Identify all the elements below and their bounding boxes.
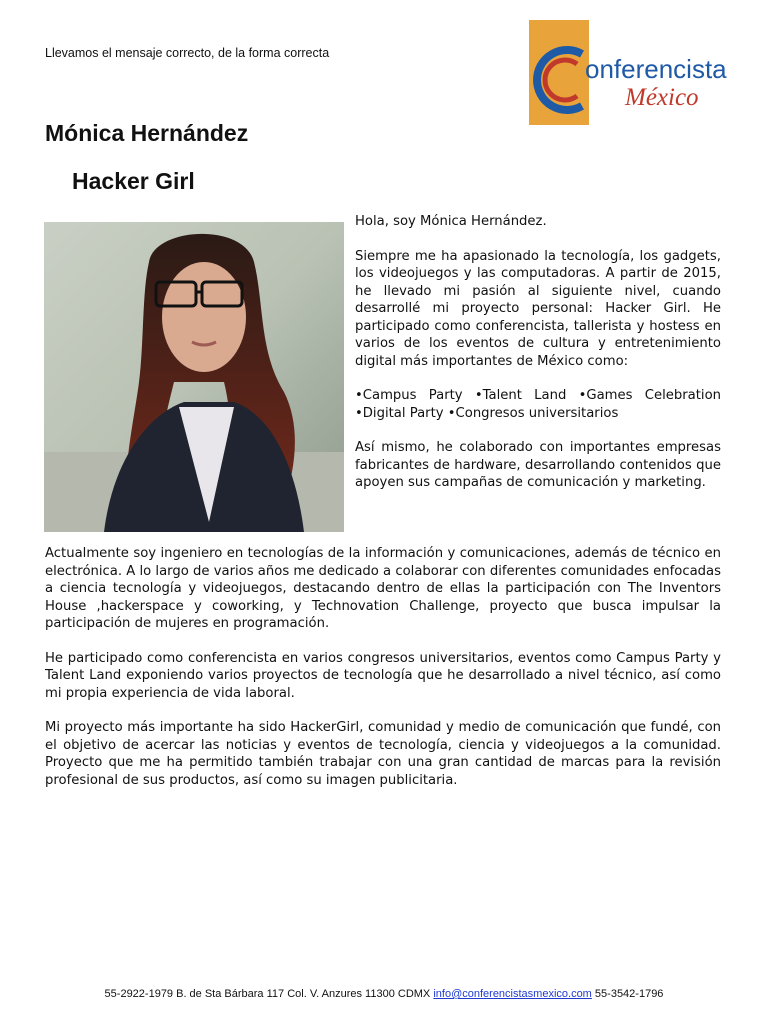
events-list: •Campus Party •Talent Land •Games Celebration •Digital Party •Congresos universitarios bbox=[355, 388, 721, 421]
footer-phone: 55-3542-1796 bbox=[594, 988, 664, 1000]
project-paragraph: Mi proyecto más importante ha sido HackerGirl, comunidad y medio de comunicación que fundé, con el objetivo de acercar las noticias y eventos de tecnología, ciencia y videojuegos a la comunidad. Proyecto que me ha permitido también trabajar con una gran cantidad de marcas para la revisión profesional de sus productos, así como su imagen publicitaria. bbox=[45, 720, 721, 788]
portrait-photo bbox=[44, 222, 344, 532]
intro-column bbox=[355, 213, 721, 509]
logo-line1: onferencistas bbox=[585, 54, 727, 84]
footer-address: 55-2922-1979 B. de Sta Bárbara 117 Col. V. Anzures 11300 CDMX bbox=[104, 988, 431, 1000]
page-title: Mónica Hernández bbox=[45, 120, 249, 146]
page-subtitle: Hacker Girl bbox=[72, 168, 195, 194]
education-paragraph: Actualmente soy ingeniero en tecnologías de la información y comunicaciones, además de técnico en electrónica. A lo largo de varios años me dedicado a colaborar con diferentes comunidades enfocadas a ciencia tecnología y videojuegos, destacando dentro de ellas la participación con The Inventors House ,hackerspace y coworking, y Technovation Challenge, proyecto que busca impulsar la participación de mujeres en programación. bbox=[45, 546, 721, 631]
greeting: Hola, soy Mónica Hernández. bbox=[355, 214, 547, 229]
footer bbox=[0, 988, 768, 1000]
speaker-paragraph: He participado como conferencista en varios congresos universitarios, eventos como Campus Party y Talent Land exponiendo varios proyectos de tecnología que he desarrollado a nivel técnico, así como mi propia experiencia de vida laboral. bbox=[45, 650, 721, 701]
tagline: Llevamos el mensaje correcto, de la forma correcta bbox=[45, 46, 330, 60]
footer-email-link[interactable]: info@conferencistasmexico.com bbox=[433, 988, 592, 1000]
logo-line2: México bbox=[625, 84, 699, 111]
collaboration-paragraph: Así mismo, he colaborado con importantes empresas fabricantes de hardware, desarrollando contenidos que apoyen sus campañas de comunicación y marketing. bbox=[355, 440, 721, 490]
conferencistas-mexico-logo bbox=[527, 18, 727, 128]
intro-paragraph: Siempre me ha apasionado la tecnología, los gadgets, los videojuegos y las computadoras. A partir de 2015, he llevado mi pasión al siguiente nivel, cuando desarrollé mi proyecto personal: Hacker Girl. He participado como conferencista, tallerista y hostess en varios de los eventos de cultura y entretenimiento digital más importantes de México como: bbox=[355, 248, 721, 369]
body-text bbox=[45, 545, 721, 806]
